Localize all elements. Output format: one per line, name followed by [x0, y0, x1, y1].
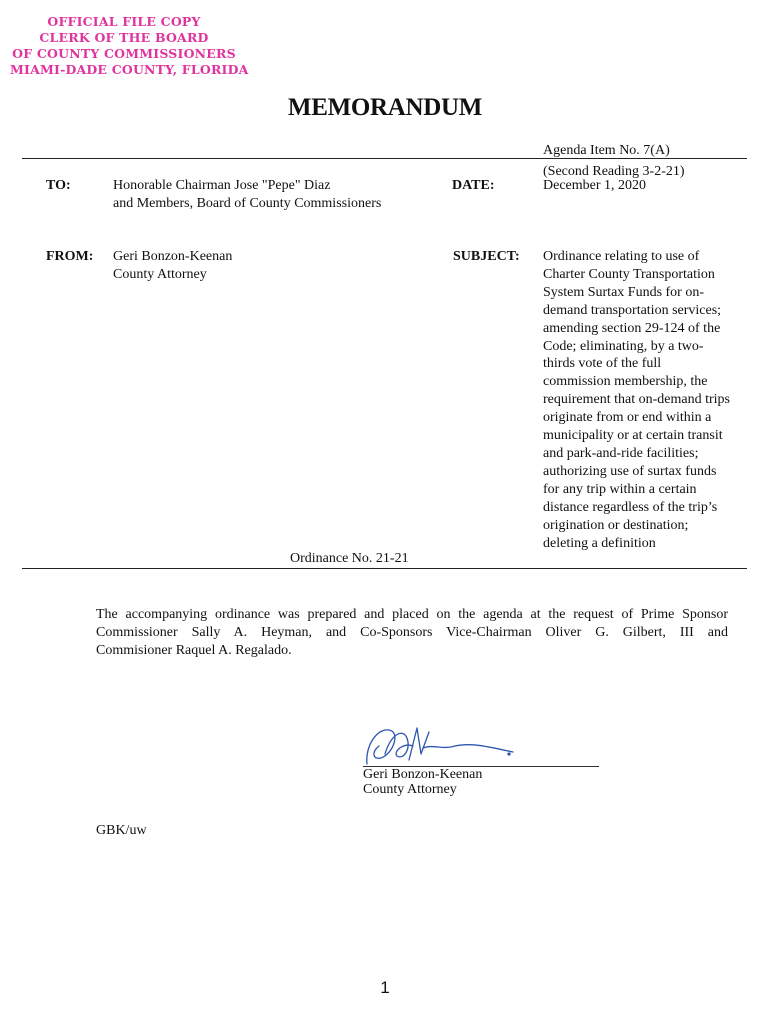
subject-line: origination or destination;	[543, 517, 689, 533]
handwritten-signature	[363, 724, 603, 772]
subject-line: amending section 29-124 of the	[543, 320, 721, 336]
subject-line: commission membership, the	[543, 374, 708, 390]
subject-label: SUBJECT:	[453, 249, 520, 264]
subject-line: municipality or at certain transit	[543, 428, 723, 444]
ordinance-number: Ordinance No. 21-21	[290, 551, 409, 566]
body-paragraph	[96, 606, 728, 660]
subject-line: originate from or end within a	[543, 410, 712, 426]
subject-line: distance regardless of the trip’s	[543, 499, 718, 515]
subject-line: deleting a definition	[543, 535, 656, 551]
subject-line: Code; eliminating, by a two-	[543, 338, 704, 354]
to-recipient-line2: and Members, Board of County Commissioners	[113, 196, 382, 211]
body-line: Commissioner Sally A. Heyman, and Co-Sponsors Vice-Chairman Oliver G. Gilbert, III and	[96, 625, 728, 640]
stamp-line: OF COUNTY COMMISSIONERS	[12, 46, 236, 61]
subject-line: authorizing use of surtax funds	[543, 463, 717, 479]
subject-text	[543, 248, 758, 552]
subject-line: requirement that on-demand trips	[543, 392, 730, 408]
subject-line: for any trip within a certain	[543, 481, 697, 497]
stamp-line: OFFICIAL FILE COPY	[47, 14, 201, 29]
signer-name: Geri Bonzon-Keenan	[363, 767, 483, 782]
subject-line: and park-and-ride facilities;	[543, 445, 699, 461]
typist-initials: GBK/uw	[96, 823, 147, 838]
subject-line: demand transportation services;	[543, 302, 722, 318]
date-label: DATE:	[452, 178, 495, 193]
body-line: The accompanying ordinance was prepared and placed on the agenda at the request of Prime Sponsor	[96, 607, 728, 622]
page-number: 1	[380, 978, 390, 997]
stamp-line: MIAMI-DADE COUNTY, FLORIDA	[10, 62, 249, 77]
body-line: Commisioner Raquel A. Regalado.	[96, 643, 292, 658]
to-label: TO:	[46, 178, 71, 193]
header-bottom-divider	[22, 568, 747, 569]
agenda-reading: (Second Reading 3-2-21)	[543, 164, 685, 179]
from-name: Geri Bonzon-Keenan	[113, 249, 233, 264]
subject-line: thirds vote of the full	[543, 356, 662, 372]
date-value: December 1, 2020	[543, 178, 647, 193]
agenda-item: Agenda Item No. 7(A)	[543, 143, 670, 158]
subject-line: System Surtax Funds for on-	[543, 284, 704, 300]
subject-line: Ordinance relating to use of	[543, 249, 700, 264]
from-title: County Attorney	[113, 267, 207, 282]
from-label: FROM:	[46, 249, 94, 264]
subject-line: Charter County Transportation	[543, 266, 715, 282]
header-divider	[22, 158, 747, 159]
stamp-line: CLERK OF THE BOARD	[39, 30, 209, 45]
to-recipient-line1: Honorable Chairman Jose "Pepe" Diaz	[113, 178, 331, 193]
signer-title: County Attorney	[363, 782, 457, 797]
official-file-copy-stamp	[10, 14, 249, 78]
memo-title: MEMORANDUM	[287, 94, 483, 121]
